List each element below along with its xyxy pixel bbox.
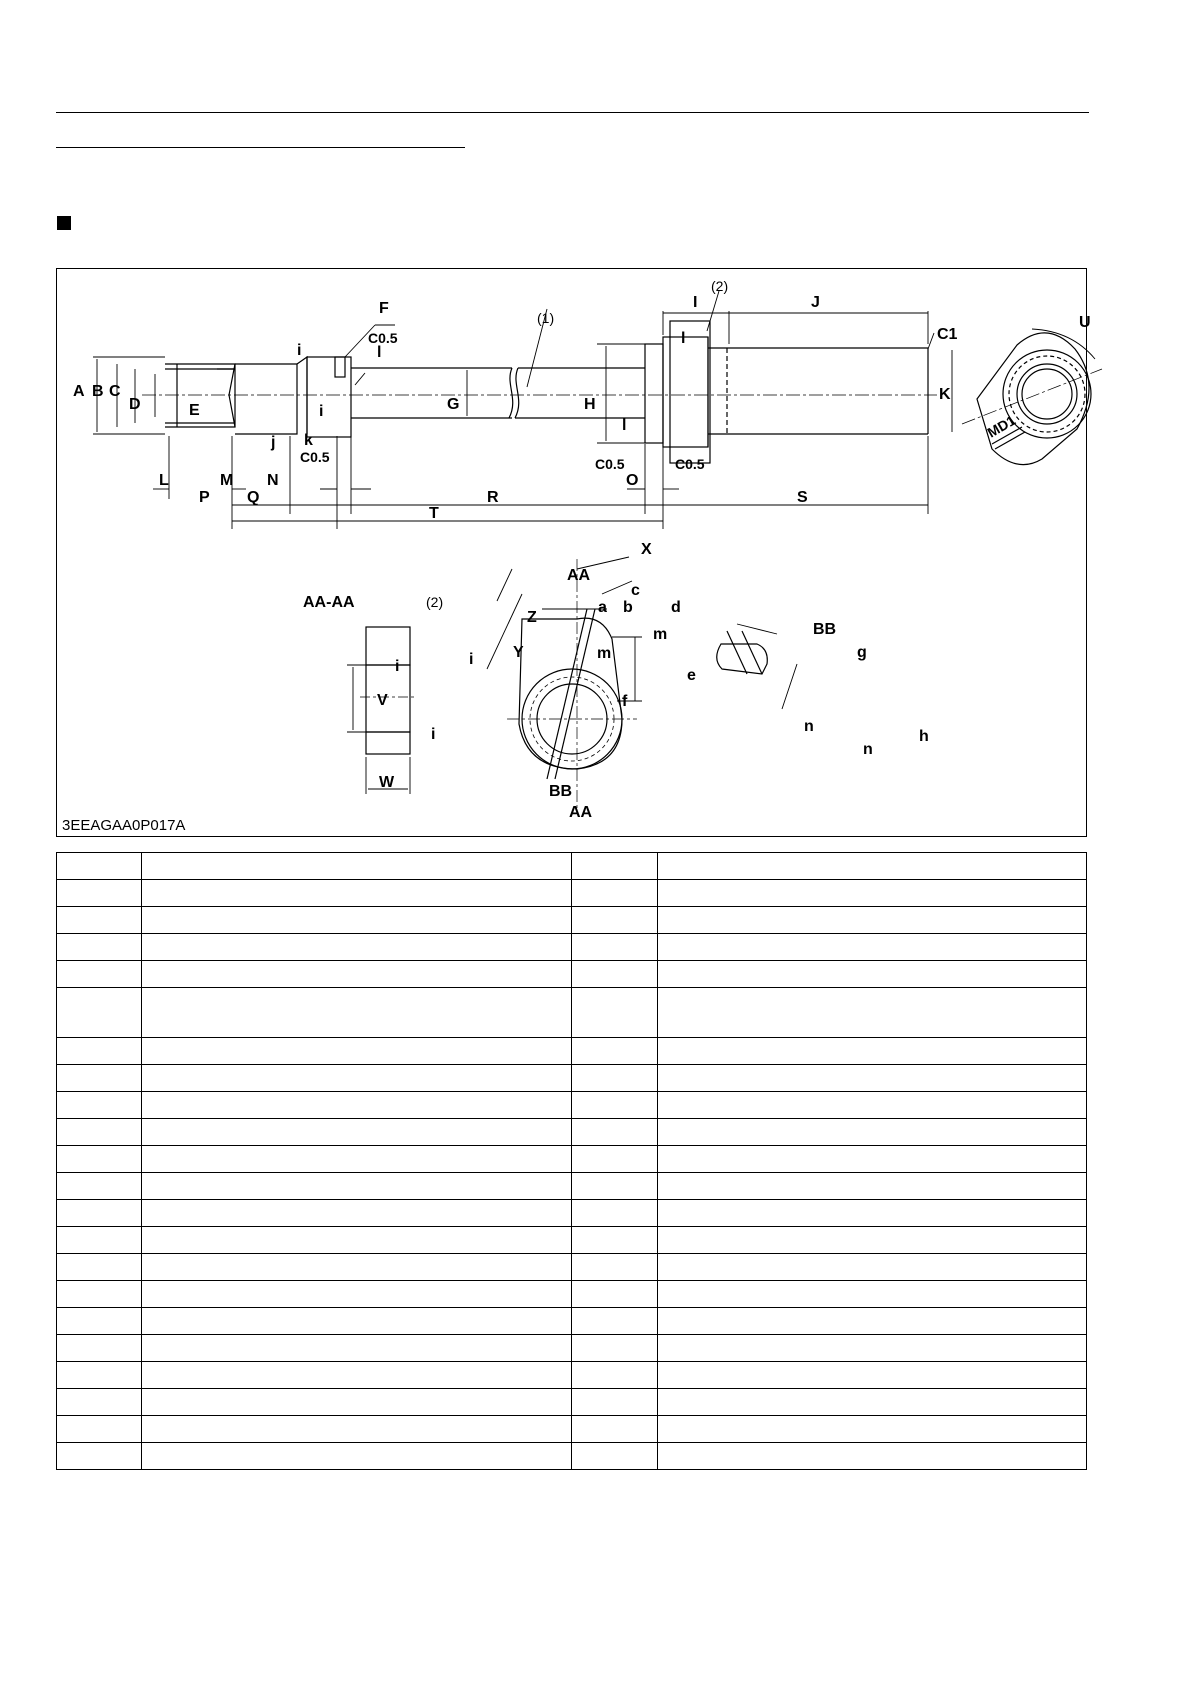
label-n-2: n (863, 741, 873, 758)
table-cell (57, 1308, 142, 1335)
label-c05-3: C0.5 (595, 456, 625, 472)
table-cell (572, 880, 657, 907)
section-bullet-icon (57, 216, 71, 230)
label-b: b (623, 599, 633, 616)
label-md1: MD1 (984, 411, 1019, 441)
label-Z: Z (527, 609, 537, 626)
table-cell (142, 853, 572, 880)
table-cell (57, 1254, 142, 1281)
table-cell (142, 1092, 572, 1119)
table-cell (572, 853, 657, 880)
table-cell (657, 1308, 1086, 1335)
label-V: V (377, 692, 388, 709)
table-cell (57, 853, 142, 880)
label-i-3: i (395, 658, 400, 675)
label-h: h (919, 728, 929, 745)
table-row (57, 934, 1087, 961)
table-cell (657, 1362, 1086, 1389)
header-rule (56, 112, 1089, 113)
table-cell (57, 1065, 142, 1092)
table-row (57, 853, 1087, 880)
table-cell (572, 1092, 657, 1119)
label-O: O (626, 472, 639, 489)
label-W: W (379, 774, 395, 791)
label-T: T (429, 505, 439, 522)
table-row (57, 1173, 1087, 1200)
table-row (57, 1389, 1087, 1416)
detail-bb-view (717, 624, 797, 709)
technical-drawing (56, 268, 1091, 837)
table-cell (657, 988, 1086, 1038)
table-cell (657, 907, 1086, 934)
table-cell (572, 1119, 657, 1146)
table-cell (657, 1146, 1086, 1173)
subheader-rule (56, 147, 465, 148)
label-c05-4: C0.5 (675, 456, 705, 472)
label-j: j (271, 434, 276, 451)
label-a: a (598, 599, 607, 616)
table-cell (572, 1362, 657, 1389)
table-cell (142, 907, 572, 934)
label-bb-detail: BB (813, 621, 837, 638)
table-cell (142, 1416, 572, 1443)
label-L: L (159, 472, 169, 489)
label-A: A (73, 383, 85, 400)
table-cell (572, 988, 657, 1038)
label-c05-2: C0.5 (300, 449, 330, 465)
label-d: d (671, 599, 681, 616)
table-cell (142, 880, 572, 907)
label-g: g (857, 644, 867, 661)
table-cell (142, 1281, 572, 1308)
table-row (57, 1335, 1087, 1362)
table-cell (57, 1335, 142, 1362)
table-cell (572, 907, 657, 934)
table-cell (57, 1389, 142, 1416)
table-cell (142, 988, 572, 1038)
rod-outline (142, 321, 937, 463)
label-K: K (939, 386, 951, 403)
table-row (57, 1281, 1087, 1308)
table-cell (657, 1200, 1086, 1227)
table-cell (572, 1443, 657, 1470)
label-m-2: m (653, 626, 668, 643)
table-cell (657, 1335, 1086, 1362)
table-cell (57, 1200, 142, 1227)
table-row (57, 1065, 1087, 1092)
label-R: R (487, 489, 499, 506)
label-c1: C1 (937, 326, 958, 343)
table-cell (657, 934, 1086, 961)
label-E: E (189, 402, 200, 419)
table-cell (57, 1119, 142, 1146)
table-cell (572, 934, 657, 961)
label-U: U (1079, 314, 1091, 331)
leader-lines (345, 291, 934, 387)
table-cell (657, 961, 1086, 988)
table-cell (572, 1281, 657, 1308)
table-cell (657, 1038, 1086, 1065)
table-row (57, 1254, 1087, 1281)
table-cell (57, 1173, 142, 1200)
table-cell (57, 961, 142, 988)
label-k: k (304, 432, 313, 449)
section-aa-view (347, 627, 417, 794)
label-H: H (584, 396, 596, 413)
table-cell (142, 1254, 572, 1281)
label-S: S (797, 489, 808, 506)
table-row (57, 1227, 1087, 1254)
label-l-1: l (377, 344, 382, 361)
figure-code: 3EEAGAA0P017A (62, 817, 186, 834)
table-row (57, 1308, 1087, 1335)
eye-section-view (487, 557, 642, 814)
table-cell (572, 1065, 657, 1092)
table-row (57, 1443, 1087, 1470)
table-cell (57, 1146, 142, 1173)
table-row (57, 1038, 1087, 1065)
table-cell (57, 934, 142, 961)
label-F: F (379, 300, 389, 317)
table-cell (657, 1389, 1086, 1416)
table-cell (657, 1443, 1086, 1470)
table-cell (57, 907, 142, 934)
table-cell (57, 1416, 142, 1443)
table-cell (57, 988, 142, 1038)
table-cell (142, 934, 572, 961)
label-n-1: n (804, 718, 814, 735)
label-D: D (129, 396, 141, 413)
label-G: G (447, 396, 460, 413)
table-cell (142, 1443, 572, 1470)
table-cell (572, 1335, 657, 1362)
piston-rod-drawing (57, 269, 1091, 838)
table-cell (657, 880, 1086, 907)
label-section-aa: AA-AA (303, 594, 355, 611)
table-cell (142, 1173, 572, 1200)
table-cell (57, 880, 142, 907)
label-aa-top: AA (567, 567, 591, 584)
table-cell (142, 961, 572, 988)
table-cell (142, 1227, 572, 1254)
table-cell (572, 1227, 657, 1254)
table-row (57, 1416, 1087, 1443)
table-row (57, 1146, 1087, 1173)
label-C: C (109, 383, 121, 400)
table-cell (142, 1146, 572, 1173)
table-cell (142, 1065, 572, 1092)
table-cell (572, 1200, 657, 1227)
table-cell (657, 1065, 1086, 1092)
eye-end-view (962, 329, 1102, 465)
label-X: X (641, 541, 652, 558)
table-cell (572, 1038, 657, 1065)
table-cell (657, 1281, 1086, 1308)
label-i-2: i (319, 403, 324, 420)
table-cell (142, 1308, 572, 1335)
table-cell (142, 1200, 572, 1227)
table-cell (142, 1119, 572, 1146)
table-cell (572, 1308, 657, 1335)
table-row (57, 1092, 1087, 1119)
spec-table (56, 852, 1087, 1470)
label-N: N (267, 472, 279, 489)
table-cell (57, 1443, 142, 1470)
label-part-2: (2) (711, 278, 729, 294)
label-l-3: l (681, 330, 686, 347)
table-cell (657, 1227, 1086, 1254)
label-P: P (199, 489, 210, 506)
table-cell (657, 1173, 1086, 1200)
table-cell (657, 853, 1086, 880)
table-cell (657, 1416, 1086, 1443)
dimension-lines (93, 311, 952, 529)
table-cell (142, 1335, 572, 1362)
label-Q: Q (247, 489, 260, 506)
table-cell (572, 1173, 657, 1200)
table-row (57, 880, 1087, 907)
label-M: M (220, 472, 234, 489)
table-row (57, 1362, 1087, 1389)
table-cell (57, 1281, 142, 1308)
table-cell (142, 1362, 572, 1389)
table-cell (572, 1146, 657, 1173)
label-c05-1: C0.5 (368, 330, 398, 346)
table-cell (572, 1389, 657, 1416)
label-i-4: i (469, 651, 474, 668)
label-J: J (811, 294, 820, 311)
table-cell (657, 1254, 1086, 1281)
label-i-5: i (431, 726, 436, 743)
label-c: c (631, 582, 640, 599)
label-part-1: (1) (537, 310, 555, 326)
table-row (57, 907, 1087, 934)
table-row (57, 1200, 1087, 1227)
table-cell (142, 1389, 572, 1416)
label-I: I (693, 294, 698, 311)
table-cell (657, 1092, 1086, 1119)
table-cell (57, 1038, 142, 1065)
table-cell (572, 1416, 657, 1443)
label-m-1: m (597, 645, 612, 662)
label-e: e (687, 667, 696, 684)
table-cell (657, 1119, 1086, 1146)
spec-table-body (57, 853, 1087, 1470)
label-i-1: i (297, 342, 302, 359)
label-part-2-section: (2) (426, 594, 444, 610)
label-bb-leader: BB (549, 783, 573, 800)
label-l-2: l (622, 417, 627, 434)
table-cell (57, 1362, 142, 1389)
table-row (57, 961, 1087, 988)
table-row (57, 1119, 1087, 1146)
table-cell (57, 1092, 142, 1119)
table-cell (142, 1038, 572, 1065)
table-cell (572, 961, 657, 988)
table-cell (57, 1227, 142, 1254)
label-aa-bottom: AA (569, 804, 593, 821)
label-f: f (622, 693, 628, 710)
label-B: B (92, 383, 104, 400)
table-cell (572, 1254, 657, 1281)
label-Y: Y (513, 644, 524, 661)
table-row (57, 988, 1087, 1038)
